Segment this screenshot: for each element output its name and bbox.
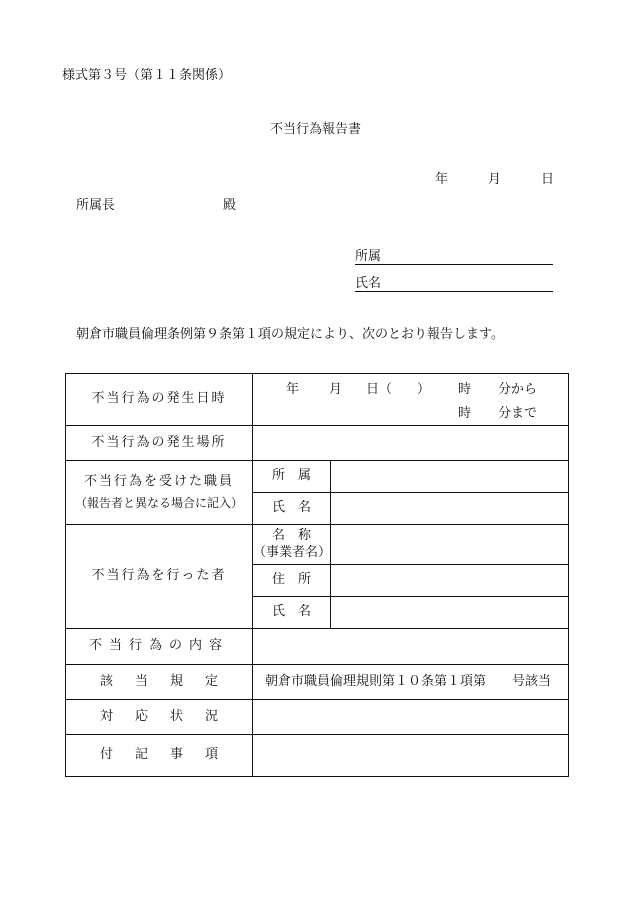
addressee-honorific: 殿: [223, 198, 237, 213]
receiving-staff-name-value[interactable]: [331, 493, 569, 525]
remarks-value[interactable]: [253, 735, 569, 777]
row-occurrence-datetime: [66, 374, 569, 426]
perpetrator-org-label-cell: [253, 525, 331, 565]
row-remarks: [66, 735, 569, 777]
receiving-staff-affiliation-value[interactable]: [331, 461, 569, 493]
dt-hour-to: 時: [458, 406, 472, 421]
form-number: 様式第３号（第１１条関係）: [62, 68, 232, 83]
dt-day-close: ）: [417, 382, 431, 397]
row-response: [66, 700, 569, 735]
occurrence-datetime-label: 不当行為の発生日時: [66, 374, 253, 426]
receiving-staff-label: 不当行為を受けた職員: [83, 473, 234, 489]
intro-text: 朝倉市職員倫理条例第９条第１項の規定により、次のとおり報告します。: [76, 327, 504, 342]
perpetrator-name-label: 氏 名: [253, 597, 331, 629]
occurrence-place-label: 不当行為の発生場所: [66, 426, 253, 461]
receiving-staff-note: （報告者と異なる場合に記入）: [74, 495, 243, 510]
perpetrator-label: 不当行為を行った者: [66, 525, 253, 629]
reporter-name-label: 氏名: [355, 276, 382, 291]
dt-day: 日（: [366, 382, 393, 397]
date-day-label: 日: [541, 172, 555, 187]
perpetrator-address-label: 住 所: [253, 565, 331, 597]
row-perpetrator-org: [66, 525, 569, 565]
perpetrator-name-value[interactable]: [331, 597, 569, 629]
receiving-staff-label-cell: [66, 461, 253, 525]
dt-year: 年: [286, 382, 300, 397]
occurrence-place-value[interactable]: [253, 426, 569, 461]
receiving-staff-affiliation-label: 所 属: [253, 461, 331, 493]
perpetrator-address-value[interactable]: [331, 565, 569, 597]
dt-hour-from: 時: [458, 382, 472, 397]
reporter-affiliation-line: [355, 250, 553, 265]
report-table: [65, 373, 569, 777]
row-receiving-staff-affiliation: [66, 461, 569, 493]
applicable-rule-label: 該当規定: [66, 665, 253, 700]
content-label: 不当行為の内容: [66, 629, 253, 665]
addressee-title: 所属長: [76, 198, 116, 213]
applicable-rule-text: 朝倉市職員倫理規則第１０条第１項第 号該当: [253, 665, 569, 700]
row-occurrence-place: [66, 426, 569, 461]
remarks-label: 付記事項: [66, 735, 253, 777]
response-value[interactable]: [253, 700, 569, 735]
page-title: 不当行為報告書: [270, 122, 362, 137]
perpetrator-org-value[interactable]: [331, 525, 569, 565]
date-year-label: 年: [435, 172, 449, 187]
perpetrator-org-note: （事業者名）: [253, 544, 332, 560]
row-applicable-rule: [66, 665, 569, 700]
dt-min-to: 分まで: [498, 406, 538, 421]
content-value[interactable]: [253, 629, 569, 665]
occurrence-datetime-value: [253, 374, 569, 426]
dt-month: 月: [329, 382, 343, 397]
receiving-staff-name-label: 氏 名: [253, 493, 331, 525]
dt-min-from: 分から: [498, 382, 538, 397]
row-content: [66, 629, 569, 665]
reporter-name-line: [355, 277, 553, 292]
perpetrator-org-label: 名 称: [271, 527, 311, 543]
date-month-label: 月: [488, 172, 502, 187]
reporter-affiliation-label: 所属: [355, 249, 382, 264]
response-label: 対応状況: [66, 700, 253, 735]
